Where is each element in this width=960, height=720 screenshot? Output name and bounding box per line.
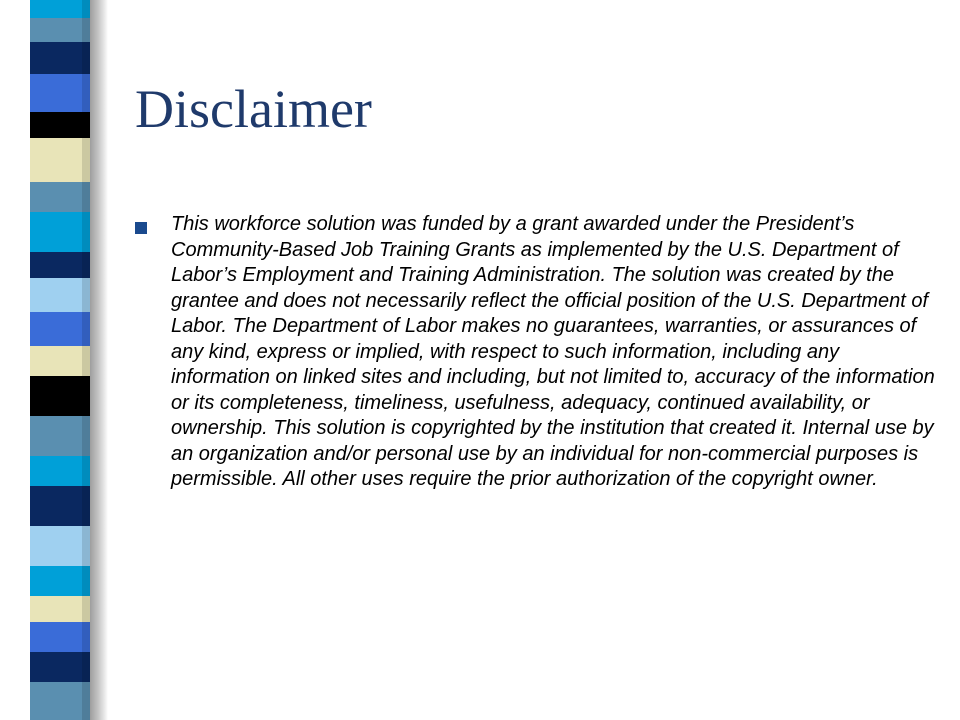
stripe-block <box>30 456 90 486</box>
stripe-block <box>30 416 90 456</box>
stripe-block <box>30 526 90 566</box>
disclaimer-text: This workforce solution was funded by a grant awarded under the President’s Community-Based Job Training Grants as implemented by the U.S. Department of Labor’s Employment and Training Administration. The solution was created by the grantee and does not necessarily reflect the official position of the U.S. Department of Labor. The Department of Labor makes no guarantees, warranties, or assurances of any kind, express or implied, with respect to such information, including any information on linked sites and including, but not limited to, accuracy of the information or its completeness, timeliness, usefulness, adequacy, continued availability, or ownership. This solution is copyrighted by the institution that created it. Internal use by an organization and/or personal use by an individual for non-commercial purposes is permissible. All other uses require the prior authorization of the copyright owner. <box>171 213 935 490</box>
stripe-block <box>30 74 90 112</box>
stripe-block <box>30 212 90 252</box>
bullet-item <box>135 212 935 493</box>
slide-title: Disclaimer <box>135 79 372 139</box>
stripe-block <box>30 566 90 596</box>
stripe-block <box>30 18 90 42</box>
stripe-block <box>30 596 90 622</box>
stripe-block <box>30 182 90 212</box>
stripe-block <box>30 312 90 346</box>
square-bullet-icon <box>135 222 147 234</box>
stripe-block <box>30 682 90 720</box>
stripe-block <box>30 346 90 376</box>
stripe-band <box>30 0 90 720</box>
stripe-block <box>30 0 90 18</box>
stripe-block <box>30 138 90 182</box>
stripe-block <box>30 486 90 526</box>
slide-body <box>135 212 935 493</box>
stripe-block <box>30 278 90 312</box>
stripe-block <box>30 652 90 682</box>
stripe-shadow <box>90 0 108 720</box>
stripe-block <box>30 42 90 74</box>
stripe-block <box>30 376 90 416</box>
decorative-stripe <box>0 0 110 720</box>
stripe-block <box>30 112 90 138</box>
stripe-block <box>30 252 90 278</box>
stripe-block <box>30 622 90 652</box>
